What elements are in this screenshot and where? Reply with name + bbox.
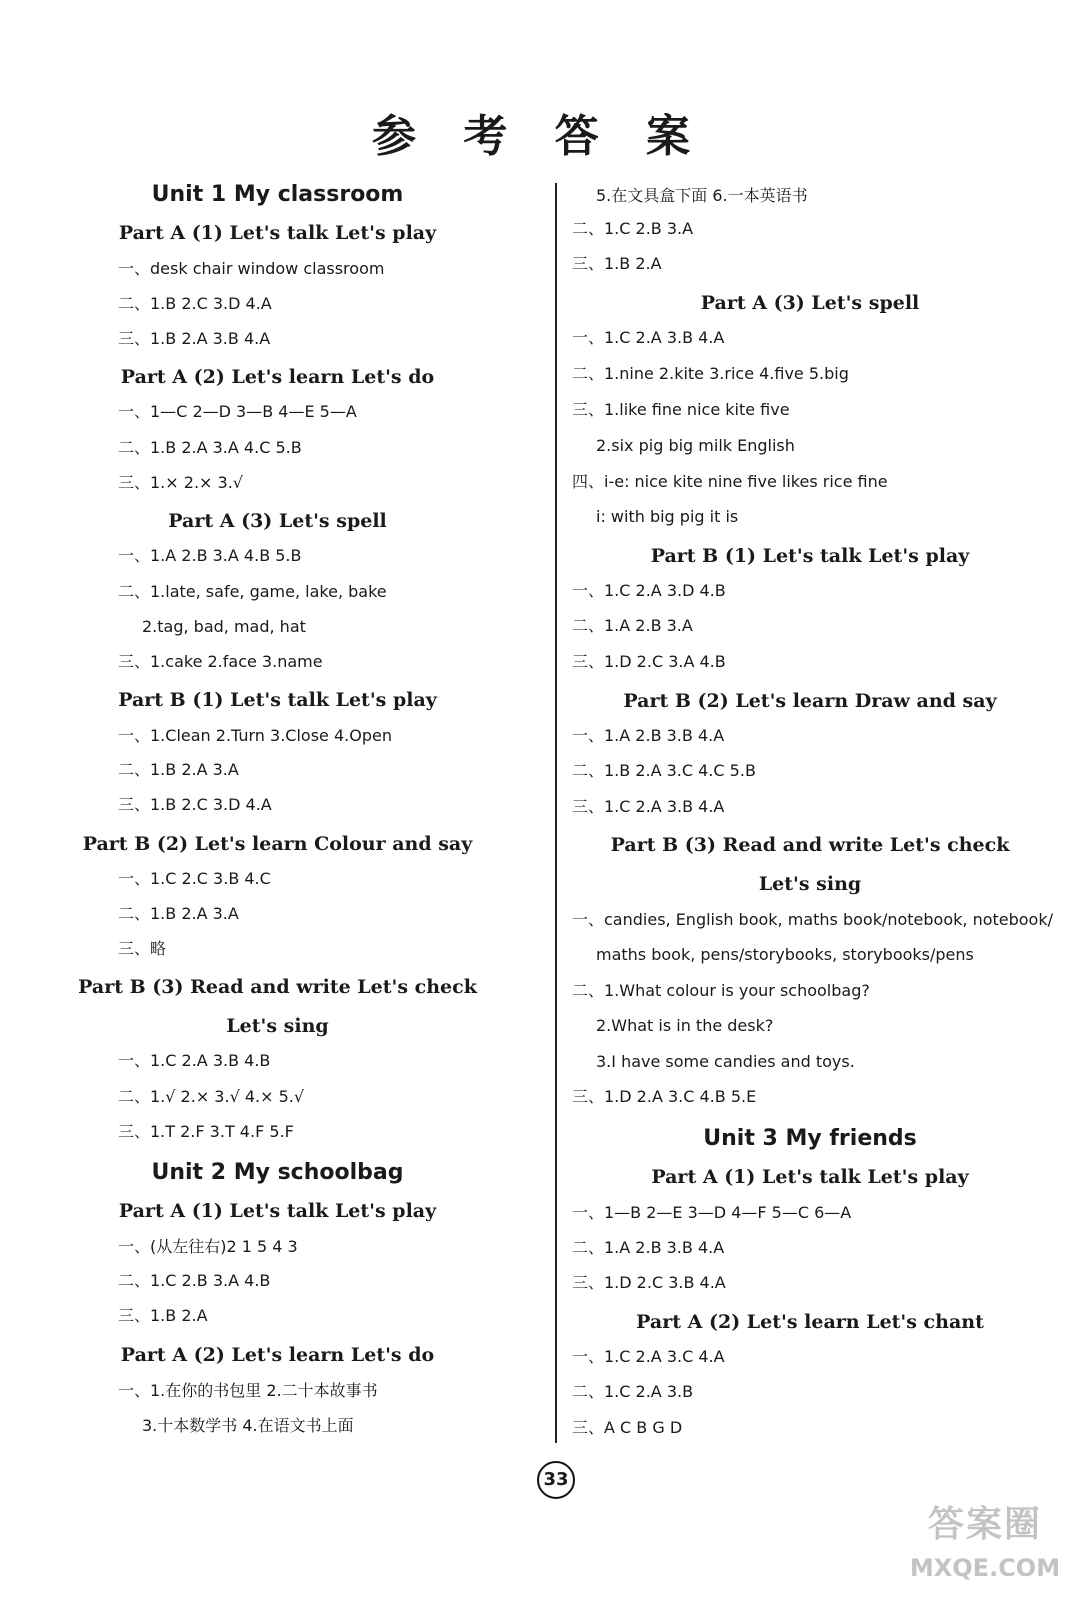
answer-line: 二、1.B 2.A 3.A 4.C 5.B <box>118 438 302 457</box>
answer-line: 一、1.C 2.A 3.B 4.B <box>118 1051 271 1070</box>
answer-line: 三、A C B G D <box>572 1418 683 1437</box>
part-heading: Part A (2) Let's learn Let's do <box>120 366 435 388</box>
answer-line: 一、1.C 2.C 3.B 4.C <box>118 869 271 888</box>
unit-heading: Unit 2 My schoolbag <box>151 1160 404 1185</box>
answer-line: 二、1.C 2.A 3.B <box>572 1382 694 1401</box>
answer-line: 二、1.B 2.A 3.A <box>118 904 239 923</box>
part-heading: Part A (3) Let's spell <box>168 510 387 532</box>
answer-line: 一、1.Clean 2.Turn 3.Close 4.Open <box>118 726 392 745</box>
answer-line: 一、1.C 2.A 3.D 4.B <box>572 581 726 600</box>
answer-line: 三、1.T 2.F 3.T 4.F 5.F <box>118 1122 294 1141</box>
answer-line: 二、1.B 2.A 3.C 4.C 5.B <box>572 761 756 780</box>
page-number: 33 <box>537 1461 575 1499</box>
part-heading: Part B (1) Let's talk Let's play <box>650 545 970 567</box>
answer-line: 三、1.C 2.A 3.B 4.A <box>572 797 725 816</box>
part-heading: Part B (2) Let's learn Draw and say <box>623 690 997 712</box>
answer-line: 三、1.× 2.× 3.√ <box>118 473 243 492</box>
answer-line: 三、1.B 2.A 3.B 4.A <box>118 329 271 348</box>
unit-heading: Unit 3 My friends <box>703 1126 917 1151</box>
column-divider <box>555 183 557 1443</box>
answer-line: 三、1.D 2.C 3.A 4.B <box>572 652 726 671</box>
answer-line: 三、1.cake 2.face 3.name <box>118 652 323 671</box>
part-heading: Part B (3) Read and write Let's check <box>610 834 1010 856</box>
part-heading: Part B (3) Read and write Let's check <box>78 976 477 998</box>
answer-line: 5.在文具盒下面 6.一本英语书 <box>596 186 808 205</box>
answer-line: 一、(从左往右)2 1 5 4 3 <box>118 1237 298 1256</box>
answer-line: i: with big pig it is <box>596 507 739 526</box>
answer-line: 三、1.like fine nice kite five <box>572 400 790 419</box>
part-heading: Let's sing <box>226 1015 329 1037</box>
answer-line: 2.What is in the desk? <box>596 1016 774 1035</box>
answer-line: 二、1.A 2.B 3.B 4.A <box>572 1238 725 1257</box>
answer-line: 二、1.B 2.A 3.A <box>118 760 239 779</box>
answer-line: 二、1.nine 2.kite 3.rice 4.five 5.big <box>572 364 849 383</box>
answer-line: 三、略 <box>118 939 167 958</box>
answer-line: 三、1.B 2.C 3.D 4.A <box>118 795 272 814</box>
part-heading: Let's sing <box>758 873 862 895</box>
answer-line: 一、1.在你的书包里 2.二十本故事书 <box>118 1381 378 1400</box>
answer-line: 三、1.B 2.A <box>118 1306 208 1325</box>
answer-line: 二、1.late, safe, game, lake, bake <box>118 582 387 601</box>
answer-line: 一、1.C 2.A 3.B 4.A <box>572 328 725 347</box>
answer-line: 3.十本数学书 4.在语文书上面 <box>142 1416 354 1435</box>
answer-line: 三、1.D 2.C 3.B 4.A <box>572 1273 726 1292</box>
part-heading: Part A (3) Let's spell <box>700 292 920 314</box>
part-heading: Part A (1) Let's talk Let's play <box>118 1200 437 1222</box>
answer-line: 3.I have some candies and toys. <box>596 1052 855 1071</box>
answer-line: 一、1.A 2.B 3.B 4.A <box>572 726 725 745</box>
part-heading: Part B (2) Let's learn Colour and say <box>82 833 473 855</box>
part-heading: Part A (1) Let's talk Let's play <box>651 1166 969 1188</box>
answer-line: 一、1.C 2.A 3.C 4.A <box>572 1347 725 1366</box>
answer-line: 一、1—B 2—E 3—D 4—F 5—C 6—A <box>572 1203 852 1222</box>
answer-line: 一、desk chair window classroom <box>118 259 385 278</box>
page-title: 参 考 答 案 <box>372 111 706 162</box>
answer-line: 二、1.A 2.B 3.A <box>572 616 693 635</box>
answer-line: 二、1.C 2.B 3.A <box>572 219 694 238</box>
watermark-top: 答案圈 <box>927 1504 1042 1545</box>
answer-line: 2.tag, bad, mad, hat <box>142 617 306 636</box>
answer-line: 二、1.C 2.B 3.A 4.B <box>118 1271 271 1290</box>
answer-line: 一、1—C 2—D 3—B 4—E 5—A <box>118 402 357 421</box>
answer-line: 二、1.B 2.C 3.D 4.A <box>118 294 272 313</box>
part-heading: Part A (1) Let's talk Let's play <box>118 222 437 244</box>
part-heading: Part A (2) Let's learn Let's do <box>120 1344 435 1366</box>
answer-line: 四、i-e: nice kite nine five likes rice fine <box>572 472 888 491</box>
answer-line: 2.six pig big milk English <box>596 436 795 455</box>
answer-line: maths book, pens/storybooks, storybooks/pens <box>596 945 974 964</box>
answer-line: 二、1.What colour is your schoolbag? <box>572 981 870 1000</box>
answer-line: 二、1.√ 2.× 3.√ 4.× 5.√ <box>118 1087 305 1106</box>
part-heading: Part A (2) Let's learn Let's chant <box>636 1311 984 1333</box>
answer-line: 一、1.A 2.B 3.A 4.B 5.B <box>118 546 302 565</box>
answer-line: 三、1.B 2.A <box>572 254 662 273</box>
unit-heading: Unit 1 My classroom <box>151 182 404 207</box>
watermark-logo <box>905 1488 1065 1593</box>
answer-line: 三、1.D 2.A 3.C 4.B 5.E <box>572 1087 757 1106</box>
answer-line: 一、candies, English book, maths book/notebook, notebook/ <box>572 910 1054 929</box>
watermark-bottom: MXQE.COM <box>909 1554 1061 1582</box>
part-heading: Part B (1) Let's talk Let's play <box>118 689 437 711</box>
